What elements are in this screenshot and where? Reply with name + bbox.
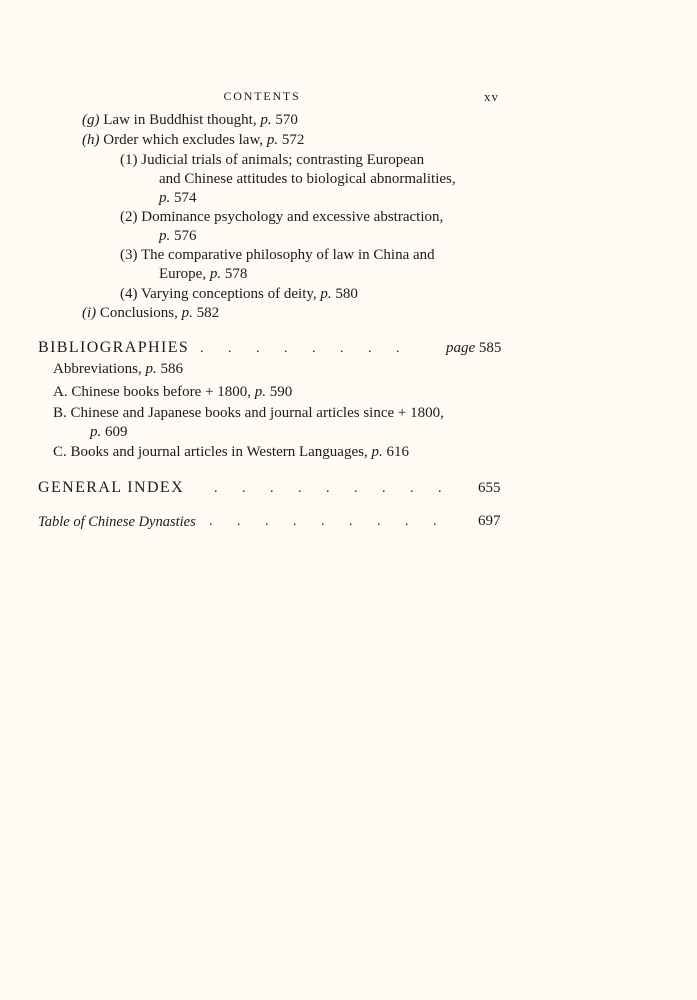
abbreviations-entry — [53, 360, 183, 379]
page-ref-number: 570 — [275, 112, 298, 128]
entry-label: (1) — [120, 152, 138, 168]
page-word: page — [446, 340, 476, 356]
entry-text: and Chinese attitudes to biological abnormalities, — [159, 171, 456, 187]
entry-label: (4) — [120, 286, 138, 302]
entry-text: Abbreviations, — [53, 361, 142, 377]
page-ref-prefix: p. — [266, 132, 279, 148]
entry-text: Law in Buddhist thought, — [103, 112, 257, 128]
entry-text: Order which excludes law, — [103, 132, 264, 148]
toc-subentry-4 — [120, 285, 358, 304]
page-ref-number: 572 — [281, 132, 305, 148]
bibliographies-heading: BIBLIOGRAPHIES — [38, 339, 190, 356]
page-ref-number: 582 — [196, 305, 220, 321]
running-header-page-number: xv — [484, 89, 499, 104]
bibliography-a-entry — [53, 383, 292, 402]
toc-entry-i — [82, 304, 219, 323]
toc-subentry-3-continuation — [159, 265, 247, 284]
toc-subentry-2 — [120, 208, 443, 227]
page-ref-number: 586 — [160, 361, 183, 377]
entry-text: Chinese and Japanese books and journal articles since + 1800, — [70, 405, 444, 421]
page-ref-prefix: p. — [209, 266, 222, 282]
bibliography-c-entry — [53, 443, 409, 462]
entry-label: C. — [53, 444, 67, 460]
page-ref-prefix: p. — [254, 384, 267, 400]
entry-text: Conclusions, — [99, 305, 178, 321]
page-ref-number: 576 — [174, 228, 197, 244]
dot-leader: . . . . . . . . — [200, 341, 410, 356]
page-ref-prefix: p. — [181, 305, 193, 321]
general-index-page: 655 — [478, 480, 501, 496]
page-ref-number: 609 — [105, 424, 128, 440]
dynasties-page: 697 — [478, 513, 501, 529]
entry-label: (g) — [82, 112, 100, 128]
page-ref-number: 590 — [269, 384, 293, 400]
dot-leader: . . . . . . . . . — [214, 481, 452, 496]
entry-label: (i) — [82, 305, 97, 321]
entry-label: (2) — [120, 209, 138, 225]
entry-label: B. — [53, 405, 67, 421]
entry-text: Varying conceptions of deity, — [140, 286, 317, 302]
toc-subentry-1 — [120, 151, 424, 170]
page-ref-prefix: p. — [320, 286, 332, 302]
general-index-heading: GENERAL INDEX — [38, 479, 185, 496]
page-ref-number: 574 — [174, 190, 197, 206]
entry-label: (h) — [82, 132, 100, 148]
page-ref-prefix: p. — [371, 444, 383, 460]
running-header-title: CONTENTS — [223, 89, 301, 103]
entry-text: Judicial trials of animals; contrasting European — [141, 152, 425, 168]
page-ref-number: 578 — [224, 266, 248, 282]
page-ref-prefix: p. — [145, 361, 157, 377]
toc-entry-g — [82, 111, 298, 130]
dot-leader: . . . . . . . . . — [209, 514, 447, 529]
dynasties-heading: Table of Chinese Dynasties — [38, 514, 196, 530]
bibliography-b-entry — [53, 404, 444, 423]
entry-text: Europe, — [159, 266, 207, 282]
page-ref-prefix: p. — [159, 190, 171, 206]
toc-subentry-2-page — [159, 227, 197, 246]
page-ref-prefix: p. — [90, 424, 102, 440]
entry-text: The comparative philosophy of law in China and — [140, 247, 435, 263]
entry-text: Chinese books before + 1800, — [71, 384, 252, 400]
entry-label: A. — [53, 384, 68, 400]
entry-label: (3) — [120, 247, 138, 263]
page-ref-number: 580 — [335, 286, 358, 302]
toc-subentry-3 — [120, 246, 435, 265]
toc-subentry-1-continuation — [159, 170, 456, 189]
entry-text: Dominance psychology and excessive abstraction, — [141, 209, 444, 225]
page-ref-number: 616 — [386, 444, 409, 460]
page-number: 585 — [478, 340, 502, 356]
toc-entry-h — [82, 131, 304, 150]
bibliographies-page — [446, 340, 501, 357]
bibliography-b-page — [90, 423, 128, 442]
toc-subentry-1-page — [159, 189, 197, 208]
page-ref-prefix: p. — [159, 228, 171, 244]
page-ref-prefix: p. — [260, 112, 272, 128]
entry-text: Books and journal articles in Western Languages, — [70, 444, 368, 460]
